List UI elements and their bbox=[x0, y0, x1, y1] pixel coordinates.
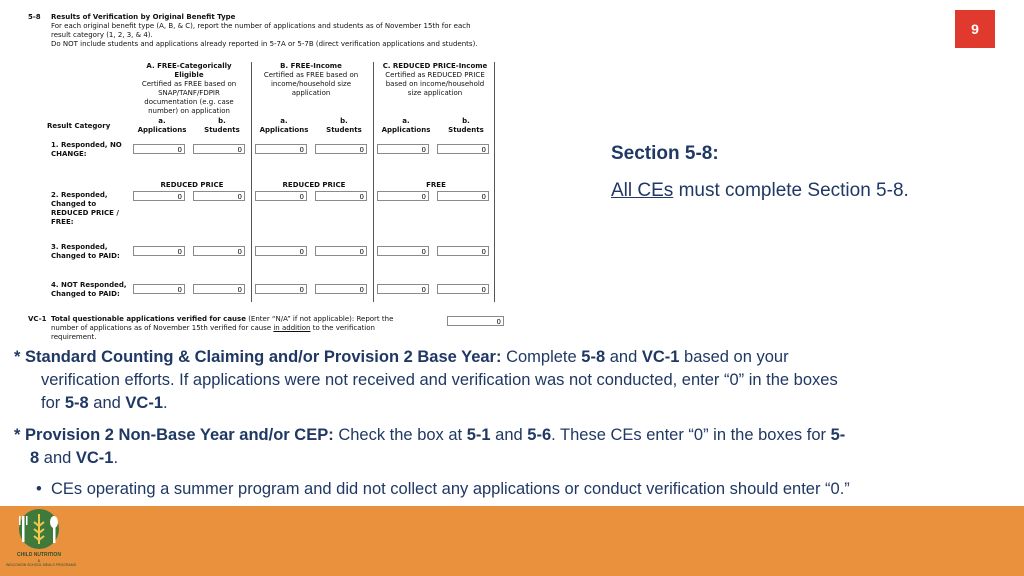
logo-line: WISCONSIN SCHOOL MEALS PROGRAMS bbox=[6, 563, 77, 567]
row-2-b-applications-input[interactable]: 0 bbox=[255, 191, 307, 201]
side-title: Section 5-8: bbox=[611, 143, 719, 164]
row-2-b-students-input[interactable]: 0 bbox=[315, 191, 367, 201]
row-2-a-applications-input[interactable]: 0 bbox=[133, 191, 185, 201]
instruction-line: Do NOT include students and applications already reported in 5-7A or 5-7B (direct verification applications and students). bbox=[51, 40, 478, 48]
column-a-desc: documentation (e.g. case bbox=[144, 98, 234, 106]
note-bullet: • CEs operating a summer program and did not collect any applications or conduct verification should enter “0.” bbox=[36, 480, 850, 498]
note-provision2-line2: 8 and VC-1. bbox=[30, 449, 119, 467]
row-1-label: 1. Responded, NO bbox=[51, 141, 122, 149]
subheader-a: a. bbox=[158, 117, 166, 125]
row-3-c-applications-input[interactable]: 0 bbox=[377, 246, 429, 256]
subheader-b: b. bbox=[462, 117, 470, 125]
row-4-a-applications-input[interactable]: 0 bbox=[133, 284, 185, 294]
row-1-c-students-input[interactable]: 0 bbox=[437, 144, 489, 154]
row-1-a-applications-input[interactable]: 0 bbox=[133, 144, 185, 154]
note-standard-counting-line2: verification efforts. If applications were not received and verification was not conducted, enter “0” in the boxes bbox=[41, 371, 838, 389]
column-c-title: C. REDUCED PRICE-Income bbox=[382, 62, 488, 70]
row-3-a-applications-input[interactable]: 0 bbox=[133, 246, 185, 256]
footer-bar bbox=[0, 506, 1024, 576]
subheader-students: Students bbox=[204, 126, 240, 134]
row-4-a-students-input[interactable]: 0 bbox=[193, 284, 245, 294]
result-category-header: Result Category bbox=[47, 122, 111, 130]
row-1-b-applications-input[interactable]: 0 bbox=[255, 144, 307, 154]
subheader-b: b. bbox=[218, 117, 226, 125]
note-standard-counting: * Standard Counting & Claiming and/or Provision 2 Base Year: Complete 5-8 and VC-1 based on your bbox=[14, 348, 789, 366]
subheader-applications: Applications bbox=[381, 126, 431, 134]
row-4-label: 4. NOT Responded, bbox=[51, 281, 127, 289]
row-2-label: REDUCED PRICE / bbox=[51, 209, 119, 217]
row-2-a-label: REDUCED PRICE bbox=[160, 181, 224, 189]
row-4-label: Changed to PAID: bbox=[51, 290, 120, 298]
logo-emblem-icon bbox=[6, 508, 72, 552]
row-4-c-applications-input[interactable]: 0 bbox=[377, 284, 429, 294]
column-a-desc: SNAP/TANF/FDPIR bbox=[158, 89, 220, 97]
column-c-desc: size application bbox=[407, 89, 463, 97]
row-1-b-students-input[interactable]: 0 bbox=[315, 144, 367, 154]
row-3-c-students-input[interactable]: 0 bbox=[437, 246, 489, 256]
side-text: All CEs must complete Section 5-8. bbox=[611, 180, 909, 201]
column-b-title: B. FREE-Income bbox=[280, 62, 342, 70]
column-b-desc: application bbox=[291, 89, 331, 97]
column-b-desc: Certified as FREE based on bbox=[263, 71, 359, 79]
vc1-line: number of applications as of November 15th verified for cause in addition to the verification bbox=[51, 324, 375, 332]
row-3-b-applications-input[interactable]: 0 bbox=[255, 246, 307, 256]
note-standard-counting-line3: for 5-8 and VC-1. bbox=[41, 394, 168, 412]
vc1-id: VC-1 bbox=[28, 315, 47, 323]
instruction-line: For each original benefit type (A, B, & C), report the number of applications and students as of November 15th for each bbox=[51, 22, 471, 30]
row-4-b-students-input[interactable]: 0 bbox=[315, 284, 367, 294]
column-b-desc: income/household size bbox=[270, 80, 351, 88]
vc1-line: requirement. bbox=[51, 333, 97, 341]
subheader-students: Students bbox=[326, 126, 362, 134]
subheader-a: a. bbox=[280, 117, 288, 125]
vc1-line: Total questionable applications verified for cause (Enter “N/A” if not applicable): Report the bbox=[51, 315, 394, 323]
vc1-input[interactable]: 0 bbox=[447, 316, 504, 326]
section-title: Results of Verification by Original Benefit Type bbox=[51, 13, 236, 21]
column-a-desc: number) on application bbox=[148, 107, 230, 115]
row-4-c-students-input[interactable]: 0 bbox=[437, 284, 489, 294]
row-2-label: FREE: bbox=[51, 218, 74, 226]
column-a-title: Eligible bbox=[174, 71, 204, 79]
subheader-a: a. bbox=[402, 117, 410, 125]
column-c-desc: Certified as REDUCED PRICE bbox=[385, 71, 485, 79]
subheader-students: Students bbox=[448, 126, 484, 134]
subheader-applications: Applications bbox=[259, 126, 309, 134]
subheader-b: b. bbox=[340, 117, 348, 125]
child-nutrition-logo bbox=[6, 508, 77, 568]
section-id: 5-8 bbox=[28, 13, 41, 21]
row-1-c-applications-input[interactable]: 0 bbox=[377, 144, 429, 154]
instruction-line: result category (1, 2, 3, & 4). bbox=[51, 31, 153, 39]
logo-line: & bbox=[37, 558, 41, 563]
row-2-b-label: REDUCED PRICE bbox=[282, 181, 346, 189]
row-3-label: Changed to PAID: bbox=[51, 252, 120, 260]
logo-line: CHILD NUTRITION bbox=[17, 552, 61, 558]
row-2-c-applications-input[interactable]: 0 bbox=[377, 191, 429, 201]
row-2-a-students-input[interactable]: 0 bbox=[193, 191, 245, 201]
row-2-c-students-input[interactable]: 0 bbox=[437, 191, 489, 201]
subheader-applications: Applications bbox=[137, 126, 187, 134]
column-a-title: A. FREE-Categorically bbox=[146, 62, 232, 70]
row-2-label: 2. Responded, bbox=[51, 191, 108, 199]
row-3-a-students-input[interactable]: 0 bbox=[193, 246, 245, 256]
note-provision2: * Provision 2 Non-Base Year and/or CEP: Check the box at 5-1 and 5-6. These CEs enter “0” in the boxes for 5- bbox=[14, 426, 846, 444]
page-number-badge: 9 bbox=[955, 10, 995, 48]
row-2-label: Changed to bbox=[51, 200, 97, 208]
row-4-b-applications-input[interactable]: 0 bbox=[255, 284, 307, 294]
row-2-c-label: FREE bbox=[426, 181, 446, 189]
row-1-a-students-input[interactable]: 0 bbox=[193, 144, 245, 154]
column-c-desc: based on income/household bbox=[385, 80, 485, 88]
row-3-b-students-input[interactable]: 0 bbox=[315, 246, 367, 256]
column-a-desc: Certified as FREE based on bbox=[141, 80, 237, 88]
row-1-label: CHANGE: bbox=[51, 150, 87, 158]
row-3-label: 3. Responded, bbox=[51, 243, 108, 251]
